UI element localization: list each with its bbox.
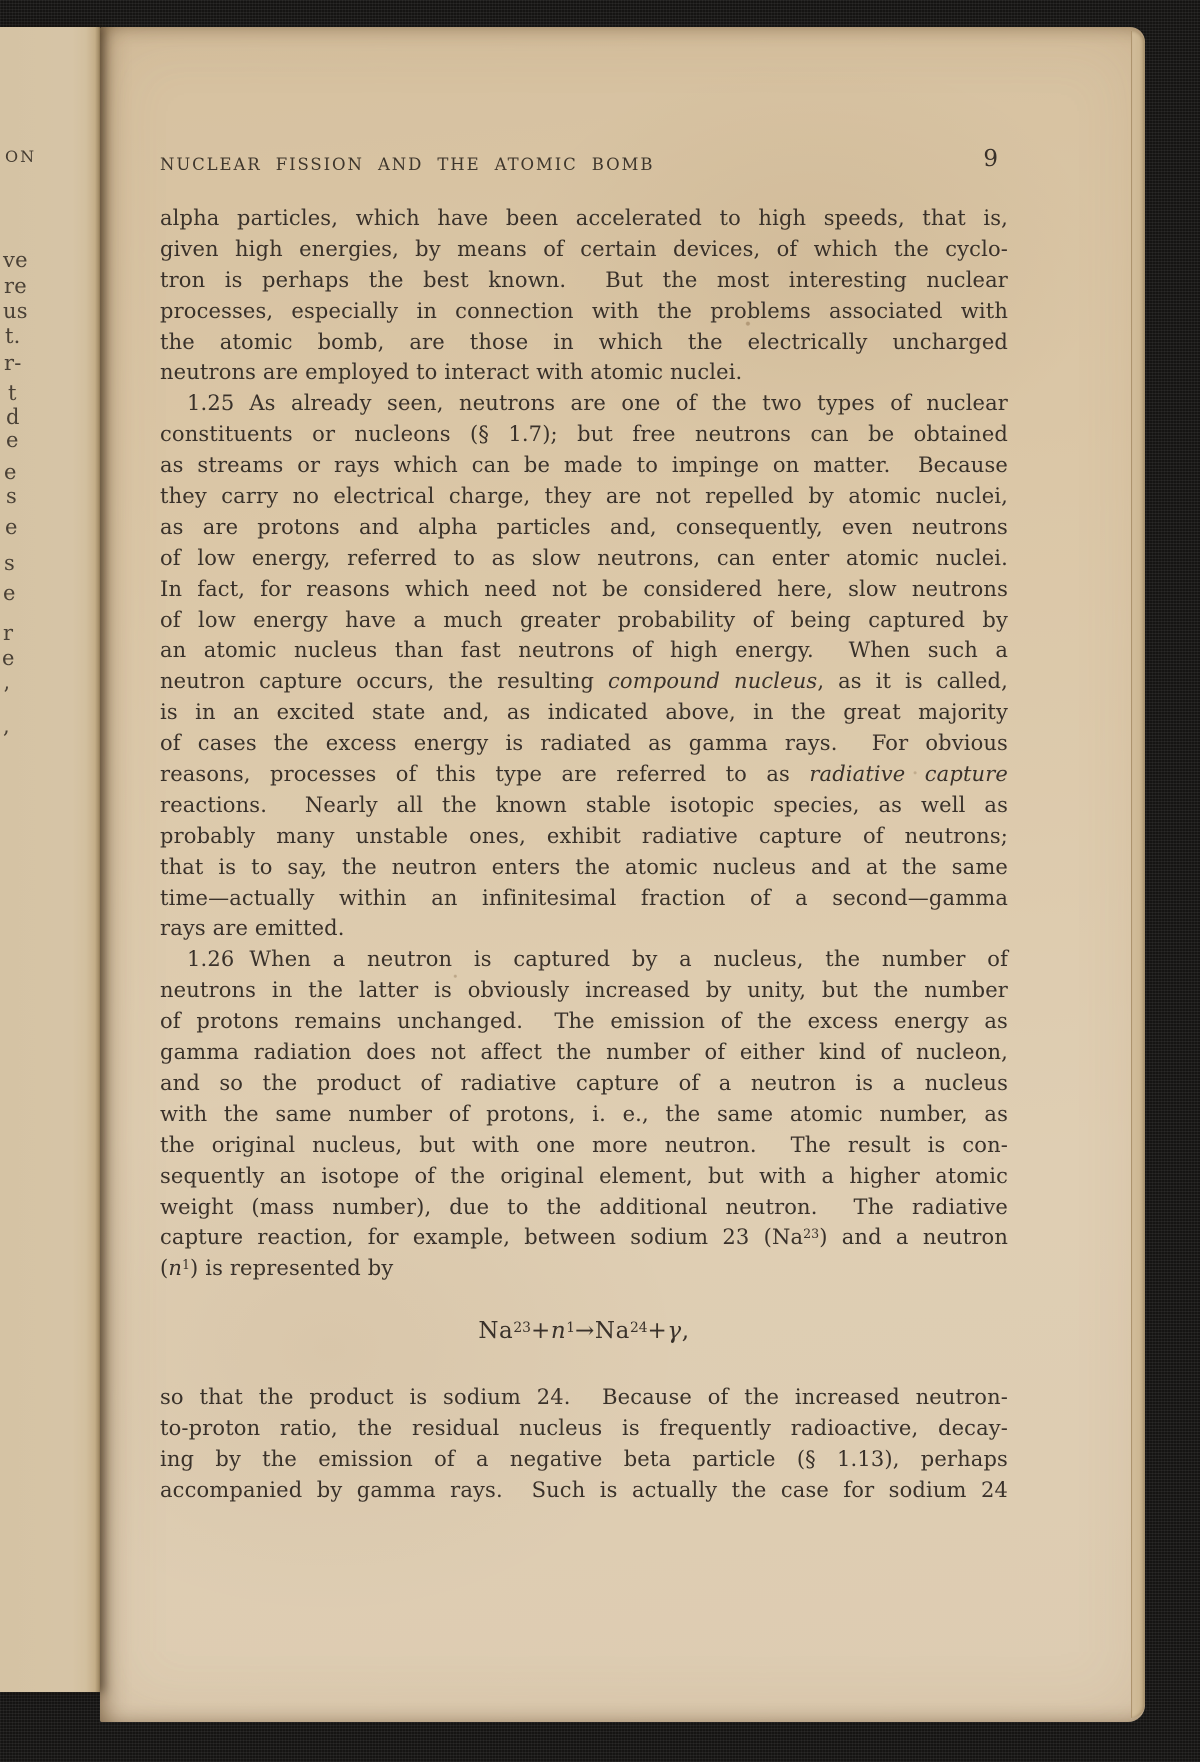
text-line: neutron capture occurs, the resulting compound nucleus, as it is called, [160,669,1008,694]
facing-edge-fragment: ’ [3,683,10,707]
text-line: capture reaction, for example, between sodium 23 (Na$^{23}$) and a neutron [160,1225,1008,1250]
page-header [160,146,1008,174]
facing-edge-fragment: r [3,621,14,645]
facing-edge-fragment: t [8,381,17,405]
text-line: to-proton ratio, the residual nucleus is frequently radioactive, decay- [160,1416,1008,1441]
text-line: constituents or nucleons (§ 1.7); but free neutrons can be obtained [160,422,1008,447]
text-line: processes, especially in connection with the problems associated with [160,298,1008,323]
facing-edge-fragment: e [6,428,19,452]
facing-edge-fragment: ve [3,248,28,272]
text-line: In fact, for reasons which need not be considered here, slow neutrons [160,576,1008,601]
text-line: ing by the emission of a negative beta particle (§ 1.13), perhaps [160,1446,1008,1471]
text-line: the original nucleus, but with one more neutron. The result is con- [160,1132,1008,1157]
text-line: they carry no electrical charge, they are not repelled by atomic nuclei, [160,484,1008,509]
formula-line: $Na^{23}+n^1\to Na^{24}+\gamma$, [478,1318,690,1345]
facing-edge-fragment: e [4,460,17,484]
text-line: the atomic bomb, are those in which the electrically uncharged [160,329,1008,354]
facing-edge-fragment: s [4,551,15,575]
facing-edge-fragment: , [3,714,10,738]
text-line: neutrons in the latter is obviously increased by unity, but the number [160,978,1008,1003]
page-fore-edge [1131,31,1145,1718]
text-line: neutrons are employed to interact with atomic nuclei. [160,360,743,385]
text-line: 1.26 When a neutron is captured by a nucleus, the number of [187,947,1008,972]
text-line: alpha particles, which have been accelerated to high speeds, that is, [160,206,1008,230]
text-line: $(n^1)$ is represented by [160,1256,394,1281]
page-text-block [160,146,1008,1506]
text-line: so that the product is sodium 24. Because of the increased neutron- [160,1385,1008,1410]
text-line: time—actually within an infinitesimal fraction of a second—gamma [160,885,1008,910]
text-line: of low energy have a much greater probability of being captured by [160,607,1008,632]
text-line: gamma radiation does not affect the number of either kind of nucleon, [160,1040,1008,1065]
text-line: sequently an isotope of the original element, but with a higher atomic [160,1163,1008,1188]
facing-edge-fragment: s [6,484,17,508]
text-line: with the same number of protons, i. e., the same atomic number, as [160,1101,1008,1126]
facing-page-edge [0,27,100,1692]
text-line: rays are emitted. [160,916,345,941]
text-line: reactions. Nearly all the known stable isotopic species, as well as [160,792,1008,817]
text-line: accompanied by gamma rays. Such is actually the case for sodium 24 [160,1477,1008,1502]
running-title: NUCLEAR FISSION AND THE ATOMIC BOMB [160,155,655,174]
text-line: as streams or rays which can be made to impinge on matter. Because [160,453,1008,478]
page-number: 9 [983,146,998,172]
facing-edge-fragment: re [4,274,27,298]
book-page [100,27,1145,1722]
text-line: that is to say, the neutron enters the atomic nucleus and at the same [160,854,1008,879]
facing-edge-fragment: e [2,646,15,670]
text-line: an atomic nucleus than fast neutrons of high energy. When such a [160,638,1008,663]
facing-edge-fragment: d [6,405,20,429]
facing-edge-fragment: ON [5,147,37,166]
text-line: as are protons and alpha particles and, consequently, even neutrons [160,514,1008,539]
text-line: reasons, processes of this type are referred to as radiative capture [160,762,1008,787]
facing-edge-fragment: r- [4,351,22,375]
text-line: of cases the excess energy is radiated as gamma rays. For obvious [160,731,1008,756]
facing-edge-fragment: e [3,581,16,605]
facing-edge-fragment: us [3,299,28,323]
text-line: and so the product of radiative capture of a neutron is a nucleus [160,1070,1008,1095]
text-line: is in an excited state and, as indicated above, in the great majority [160,700,1008,725]
text-line: tron is perhaps the best known. But the most interesting nuclear [160,267,1008,292]
text-line: of low energy, referred to as slow neutrons, can enter atomic nuclei. [160,545,1008,570]
text-line: probably many unstable ones, exhibit radiative capture of neutrons; [160,823,1008,848]
text-line: given high energies, by means of certain devices, of which the cyclo- [160,236,1008,261]
text-line: of protons remains unchanged. The emission of the excess energy as [160,1009,1008,1034]
facing-edge-fragment: e [5,515,18,539]
text-line: 1.25 As already seen, neutrons are one of the two types of nuclear [187,391,1008,416]
facing-edge-fragment: t. [5,324,21,348]
text-line: weight (mass number), due to the additional neutron. The radiative [160,1194,1008,1219]
body-text [160,203,1008,1506]
